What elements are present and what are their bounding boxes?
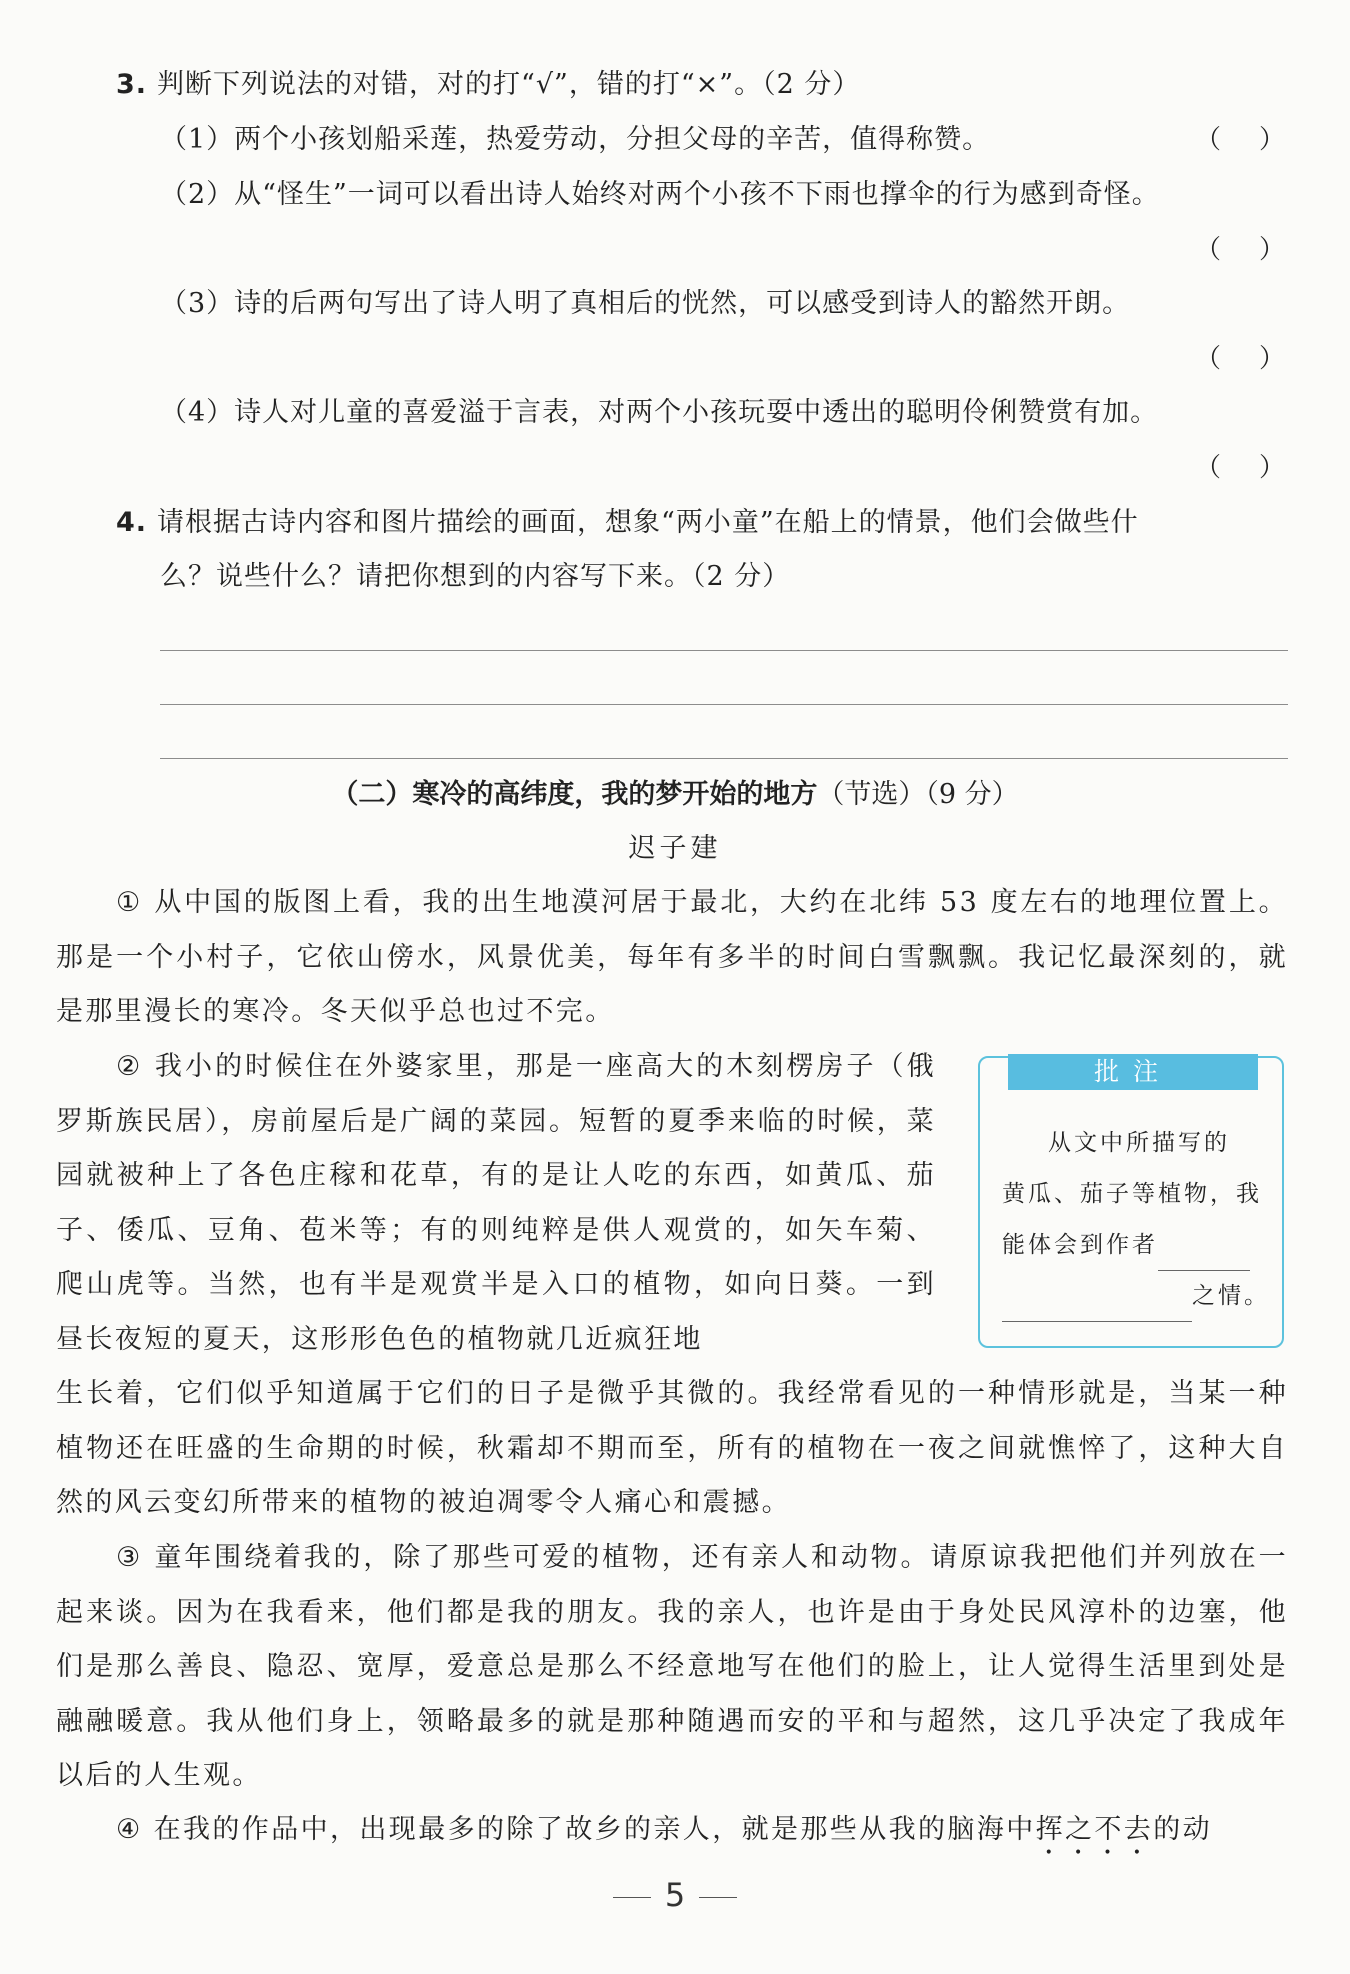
paragraph-2-part-2: 生长着，它们似乎知道属于它们的日子是微乎其微的。我经常看见的一种情形就是，当某一种植物还在旺盛的生命期的时候，秋霜却不期而至，所有的植物在一夜之间就憔悴了，这种大自然的风云变幻所带来的植物的被迫凋零令人痛心和震撼。	[56, 1378, 1288, 1518]
question-3-number: 3.	[116, 69, 148, 100]
author-name: 迟子建	[628, 833, 722, 864]
annotation-blank-2[interactable]	[1002, 1293, 1192, 1322]
question-3-title	[116, 58, 1296, 112]
paragraph-4-emphasized: 挥之不去	[1035, 1814, 1154, 1845]
paragraph-1-mark: ①	[116, 887, 143, 918]
paren-open: （	[1195, 453, 1222, 483]
annotation-line-3-wrap	[1002, 1220, 1272, 1271]
paren-close: ）	[1258, 235, 1285, 265]
paragraph-4	[56, 1803, 1288, 1861]
annotation-line-3: 能体会到作者	[1002, 1232, 1158, 1258]
paren-close: ）	[1258, 344, 1285, 374]
question-3-item-3: （3）诗的后两句写出了诗人明了真相后的恍然，可以感受到诗人的豁然开朗。	[160, 288, 1131, 319]
question-3-item-2: （2）从“怪生”一词可以看出诗人始终对两个小孩不下雨也撑伞的行为感到奇怪。	[160, 179, 1160, 210]
paragraph-4-mark: ④	[116, 1814, 143, 1845]
annotation-box	[978, 1056, 1284, 1348]
question-4-line-1: 请根据古诗内容和图片描绘的画面，想象“两小童”在船上的情景，他们会做些什	[157, 507, 1139, 538]
paren-close: ）	[1258, 125, 1285, 155]
annotation-line-4: 之情。	[1192, 1283, 1270, 1309]
paragraph-3-mark: ③	[116, 1542, 144, 1573]
answer-line-2[interactable]	[160, 704, 1288, 705]
paragraph-2-part-1	[56, 1040, 936, 1367]
paren-open: （	[1195, 344, 1222, 374]
paren-open: （	[1195, 235, 1222, 265]
section-title	[0, 768, 1350, 822]
answer-line-3[interactable]	[160, 758, 1288, 759]
paren-close: ）	[1258, 453, 1285, 483]
question-3-text: 判断下列说法的对错，对的打“√”，错的打“×”。（2 分）	[157, 69, 861, 100]
annotation-line-2: 黄瓜、茄子等植物，我	[1002, 1181, 1262, 1207]
annotation-blank-1[interactable]	[1158, 1242, 1250, 1271]
annotation-line-1: 从文中所描写的	[1048, 1130, 1230, 1156]
answer-paren-4[interactable]	[1195, 441, 1285, 495]
question-4-line-2: 么？说些什么？请把你想到的内容写下来。（2 分）	[160, 561, 791, 592]
question-4-title	[116, 496, 1296, 550]
paragraph-2-mark: ②	[116, 1051, 144, 1082]
paragraph-1-text: 从中国的版图上看，我的出生地漠河居于最北，大约在北纬 53 度左右的地理位置上。那是一个小村子，它依山傍水，风景优美，每年有多半的时间白雪飘飘。我记忆最深刻的，就是那里漫长的寒冷。冬天似乎总也过不完。	[56, 887, 1288, 1027]
page-number-dash-left	[613, 1897, 651, 1898]
paragraph-4-text-after: 的动	[1153, 1814, 1213, 1845]
page-number-dash-right	[699, 1897, 737, 1898]
paragraph-3	[56, 1531, 1288, 1804]
paragraph-3-text: 童年围绕着我的，除了那些可爱的植物，还有亲人和动物。请原谅我把他们并列放在一起来谈。因为在我看来，他们都是我的朋友。我的亲人，也许是由于身处民风淳朴的边塞，他们是那么善良、隐忍、宽厚，爱意总是那么不经意地写在他们的脸上，让人觉得生活里到处是融融暖意。我从他们身上，领略最多的就是那种随遇而安的平和与超然，这几乎决定了我成年以后的人生观。	[56, 1542, 1288, 1791]
paragraph-2-text: 我小的时候住在外婆家里，那是一座高大的木刻楞房子（俄罗斯族民居），房前屋后是广阔的菜园。短暂的夏季来临的时候，菜园就被种上了各色庄稼和花草，有的是让人吃的东西，如黄瓜、茄子、倭瓜、豆角、苞米等；有的则纯粹是供人观赏的，如矢车菊、爬山虎等。当然，也有半是观赏半是入口的植物，如向日葵。一到昼长夜短的夏天，这形形色色的植物就几近疯狂地	[56, 1051, 936, 1355]
paragraph-4-text-before: 在我的作品中，出现最多的除了故乡的亲人，就是那些从我的脑海中	[142, 1814, 1036, 1845]
section-title-note: （节选）（9 分）	[817, 779, 1019, 810]
paragraph-1	[56, 876, 1288, 1040]
section-title-text: （二）寒冷的高纬度，我的梦开始的地方	[331, 779, 818, 810]
paren-open: （	[1195, 125, 1222, 155]
page-number	[0, 1868, 1350, 1922]
question-3-item-4: （4）诗人对儿童的喜爱溢于言表，对两个小孩玩耍中透出的聪明伶俐赞赏有加。	[160, 397, 1159, 428]
annotation-line-4-wrap	[1002, 1271, 1272, 1322]
answer-line-1[interactable]	[160, 650, 1288, 651]
annotation-header: 批注	[1008, 1054, 1258, 1090]
annotation-body	[1002, 1118, 1272, 1322]
answer-paren-2[interactable]	[1195, 223, 1285, 277]
answer-paren-1[interactable]	[1195, 113, 1285, 167]
question-4-number: 4.	[116, 507, 148, 538]
question-3-item-1: （1）两个小孩划船采莲，热爱劳动，分担父母的辛苦，值得称赞。	[160, 124, 991, 155]
answer-paren-3[interactable]	[1195, 332, 1285, 386]
page-number-value: 5	[664, 1876, 686, 1914]
